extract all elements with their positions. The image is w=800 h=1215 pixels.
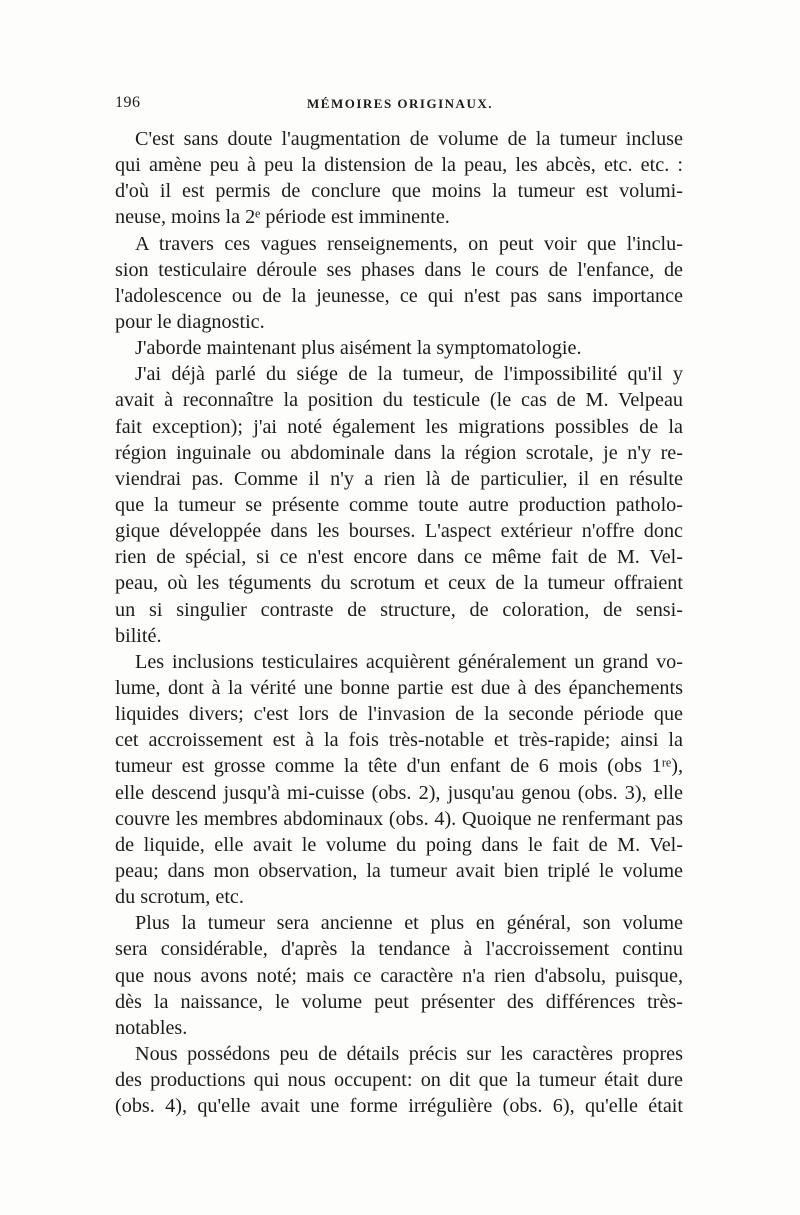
running-head (115, 94, 685, 116)
text-line: sera considérable, d'après la tendance à l'accroissement continu (115, 938, 683, 961)
text-line: notables. (115, 1016, 188, 1039)
text-line: J'ai déjà parlé du siége de la tumeur, de l'impossibilité qu'il y (135, 363, 683, 386)
text-line: sion testiculaire déroule ses phases dans le cours de l'enfance, de (115, 258, 683, 281)
text-line: Nous possédons peu de détails précis sur les caractères propres (135, 1042, 683, 1065)
body-text (115, 126, 683, 1119)
text-line: qui amène peu à peu la distension de la peau, les abcès, etc. etc. : (115, 154, 683, 177)
text-line: (obs. 4), qu'elle avait une forme irrégulière (obs. 6), qu'elle était (115, 1095, 683, 1118)
text-line: peau; dans mon observation, la tumeur avait bien triplé le volume (115, 859, 683, 882)
text-line: que nous avons noté; mais ce caractère n'a rien d'absolu, puisque, (115, 964, 683, 987)
text-line: viendrai pas. Comme il n'y a rien là de particulier, il en résulte (115, 467, 683, 490)
text-line: pour le diagnostic. (115, 310, 265, 333)
text-line: un si singulier contraste de structure, de coloration, de sensi- (115, 598, 683, 621)
text-line: A travers ces vagues renseignements, on peut voir que l'inclu- (135, 232, 683, 255)
text-line: C'est sans doute l'augmentation de volume de la tumeur incluse (135, 128, 683, 150)
text-line: Plus la tumeur sera ancienne et plus en général, son volume (135, 912, 683, 935)
text-line: lume, dont à la vérité une bonne partie est due à des épanchements (115, 676, 683, 699)
text-line: peau, où les téguments du scrotum et ceux de la tumeur offraient (115, 572, 683, 595)
text-line: du scrotum, etc. (115, 886, 244, 909)
text-line: elle descend jusqu'à mi-cuisse (obs. 2), jusqu'au genou (obs. 3), elle (115, 781, 683, 804)
text-line: cet accroissement est à la fois très-notable et très-rapide; ainsi la (115, 729, 683, 752)
text-line: fait exception); j'ai noté également les migrations possibles de la (115, 415, 683, 438)
text-line: Les inclusions testiculaires acquièrent généralement un grand vo- (135, 650, 683, 673)
text-line: dès la naissance, le volume peut présenter des différences très- (115, 990, 683, 1013)
text-line: bilité. (115, 624, 162, 647)
text-line: des productions qui nous occupent: on dit que la tumeur était dure (115, 1069, 683, 1092)
text-line: rien de spécial, si ce n'est encore dans ce même fait de M. Vel- (115, 546, 683, 569)
text-line: que la tumeur se présente comme toute autre production patholo- (115, 493, 683, 516)
running-title: MÉMOIRES ORIGINAUX. (307, 96, 493, 111)
text-line: J'aborde maintenant plus aisément la symptomatologie. (135, 337, 582, 360)
text-line: avait à reconnaître la position du testicule (le cas de M. Velpeau (115, 389, 683, 412)
text-line: couvre les membres abdominaux (obs. 4). Quoique ne renfermant pas (115, 807, 683, 830)
text-line: liquides divers; c'est lors de l'invasion de la seconde période que (115, 703, 683, 726)
text-line: gique développée dans les bourses. L'aspect extérieur n'offre donc (115, 520, 683, 543)
text-line: neuse, moins la 2ᵉ période est imminente. (115, 206, 450, 229)
text-line: tumeur est grosse comme la tête d'un enfant de 6 mois (obs 1ʳᵉ), (115, 755, 683, 778)
text-line: région inguinale ou abdominale dans la région scrotale, je n'y re- (115, 441, 683, 464)
page-number: 196 (115, 94, 141, 111)
text-line: d'où il est permis de conclure que moins la tumeur est volumi- (115, 180, 683, 203)
text-line: l'adolescence ou de la jeunesse, ce qui n'est pas sans importance (115, 284, 683, 307)
text-line: de liquide, elle avait le volume du poing dans le fait de M. Vel- (115, 833, 683, 856)
